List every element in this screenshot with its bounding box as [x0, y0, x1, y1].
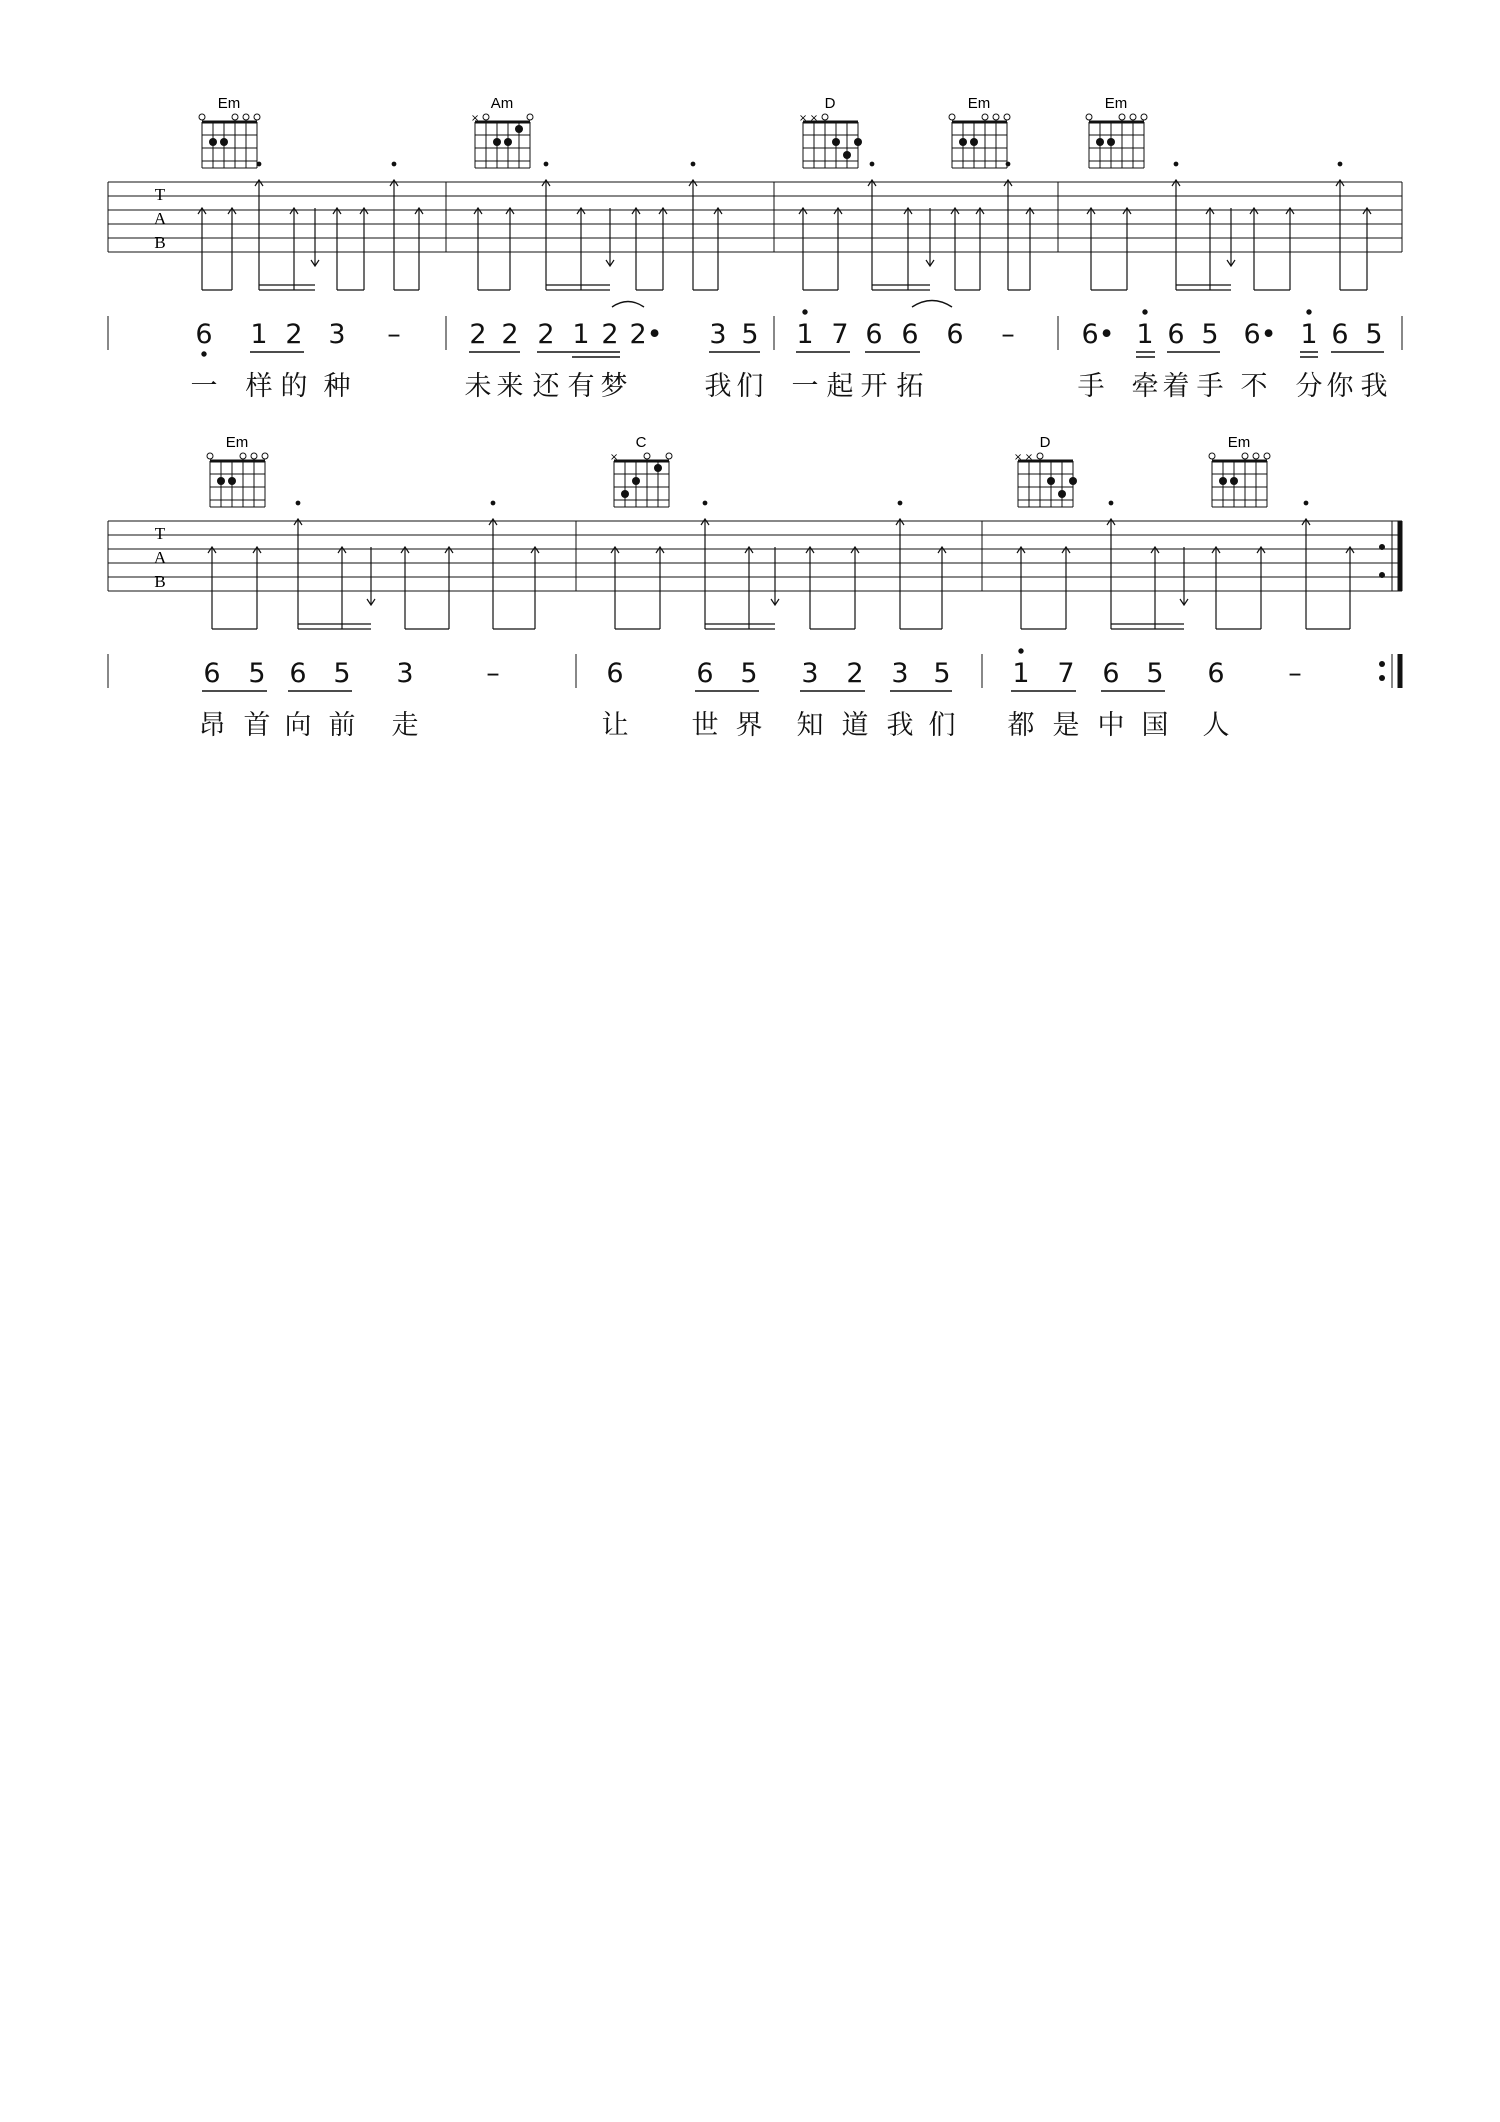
svg-text:A: A [153, 209, 167, 228]
chord-grid [210, 461, 265, 507]
lyric: 是 [1052, 710, 1080, 741]
note: 5 [333, 658, 351, 689]
chord-dots [209, 138, 228, 146]
chord-open-strings [207, 453, 268, 459]
lyric: 们 [928, 710, 956, 741]
note: 6 [289, 658, 307, 689]
chord-diagram [1086, 95, 1147, 168]
chord-grid [1212, 461, 1267, 507]
note: 5 [1365, 319, 1383, 350]
repeat-dots [1379, 661, 1385, 681]
lyric: 未 [464, 371, 492, 402]
lyric: 昂 [198, 710, 226, 741]
note: 2 [469, 319, 487, 350]
chord-muted-mark: × [809, 113, 819, 124]
note: – [1001, 319, 1015, 350]
chord-open-strings [199, 114, 260, 120]
lyric: 走 [391, 710, 419, 741]
lyric: 开 [860, 371, 888, 402]
lyric: 手 [1077, 371, 1105, 402]
chord-diagram [1014, 434, 1077, 507]
lyric: 样 [245, 371, 273, 402]
repeat-dots [1379, 544, 1385, 578]
lyric: 来 [496, 371, 524, 402]
tab-staff [108, 521, 1402, 591]
note: 1 [796, 319, 814, 350]
svg-text:B: B [154, 233, 166, 252]
lyric: 首 [243, 710, 271, 741]
note: 7 [1057, 658, 1075, 689]
chord-open-strings [1037, 453, 1043, 459]
note: 6 [1102, 658, 1120, 689]
lyrics [199, 710, 1230, 741]
note: 2 [501, 319, 519, 350]
note: – [486, 658, 500, 689]
lyric: 拓 [896, 371, 924, 402]
tab-clef [154, 524, 167, 591]
chord-name: Am [490, 95, 514, 112]
note: 6 [1207, 658, 1225, 689]
note: 6 [606, 658, 624, 689]
jianpu-notes [203, 658, 1301, 689]
note: 5 [741, 319, 759, 350]
lyric: 梦 [600, 371, 628, 402]
chord-muted-mark: × [798, 113, 808, 124]
svg-text:A: A [153, 548, 167, 567]
note: – [1288, 658, 1302, 689]
lyric: 起 [826, 371, 854, 402]
chord-name: Em [1227, 434, 1251, 451]
chord-name: Em [217, 95, 241, 112]
chord-name: D [824, 95, 836, 112]
note: 1 [1300, 319, 1318, 350]
note: 6 [946, 319, 964, 350]
chord-grid [803, 122, 858, 168]
chord-diagram [1209, 434, 1270, 507]
note: 6 [195, 319, 213, 350]
lyric: 还 [532, 371, 560, 402]
note: 3 [709, 319, 727, 350]
tab-staff [108, 182, 1402, 252]
note: 5 [1201, 319, 1219, 350]
lyric: 分 [1295, 371, 1323, 402]
jianpu-notes [195, 319, 1382, 350]
note: 1 [250, 319, 268, 350]
lyric: 道 [841, 710, 869, 741]
note: 7 [831, 319, 849, 350]
lyric: 一 [190, 371, 218, 402]
chord-grid [1089, 122, 1144, 168]
chord-name: Em [225, 434, 249, 451]
note: 5 [1146, 658, 1164, 689]
note: 2• [629, 319, 663, 350]
lyric: 我 [704, 371, 732, 402]
chord-name: Em [1104, 95, 1128, 112]
note: 5 [933, 658, 951, 689]
note: 2 [601, 319, 619, 350]
tab-clef [154, 185, 167, 252]
note: 5 [740, 658, 758, 689]
note: 1 [572, 319, 590, 350]
chord-dots [1219, 477, 1238, 485]
chord-dots [1096, 138, 1115, 146]
chord-diagram [799, 95, 862, 168]
lyric: 前 [328, 710, 356, 741]
chord-diagram [471, 95, 533, 168]
chord-dots [959, 138, 978, 146]
chord-grid [202, 122, 257, 168]
note: – [387, 319, 401, 350]
note: 3 [891, 658, 909, 689]
chord-open-strings [949, 114, 1010, 120]
chord-name: D [1039, 434, 1051, 451]
lyric: 有 [567, 371, 595, 402]
note: 2 [537, 319, 555, 350]
note: 6 [203, 658, 221, 689]
lyric: 我 [886, 710, 914, 741]
note: 3 [396, 658, 414, 689]
note: 3 [801, 658, 819, 689]
lyric: 让 [601, 710, 629, 741]
lyric: 你 [1326, 371, 1354, 402]
chord-muted-mark: × [470, 113, 480, 124]
chord-open-strings [644, 453, 672, 459]
lyric: 不 [1240, 371, 1268, 402]
lyric: 世 [691, 710, 719, 741]
note: 6 [901, 319, 919, 350]
lyric: 们 [736, 371, 764, 402]
chord-grid [1018, 461, 1073, 507]
lyric: 手 [1196, 371, 1224, 402]
lyric: 向 [284, 710, 312, 741]
chord-muted-mark: × [1024, 452, 1034, 463]
chord-open-strings [483, 114, 533, 120]
lyric: 界 [735, 710, 763, 741]
strum-pattern [198, 162, 1371, 290]
lyric: 知 [796, 710, 824, 741]
lyric: 我 [1360, 371, 1388, 402]
svg-text:T: T [154, 185, 166, 204]
lyric: 中 [1097, 710, 1125, 741]
note: 5 [248, 658, 266, 689]
chord-grid [952, 122, 1007, 168]
chord-diagram [610, 434, 672, 507]
strum-pattern [208, 501, 1354, 629]
lyrics [191, 371, 1388, 402]
lyric: 着 [1162, 371, 1190, 402]
system-2 [108, 434, 1402, 741]
lyric: 种 [323, 371, 351, 402]
note: 6 [696, 658, 714, 689]
note: 6• [1243, 319, 1277, 350]
system-1 [108, 95, 1402, 402]
note: 3 [328, 319, 346, 350]
note: 1 [1136, 319, 1154, 350]
lyric: 一 [791, 371, 819, 402]
lyric: 都 [1007, 710, 1035, 741]
lyric: 国 [1141, 710, 1169, 741]
note: 2 [846, 658, 864, 689]
note: 2 [285, 319, 303, 350]
note: 6 [1331, 319, 1349, 350]
chord-muted-mark: × [1013, 452, 1023, 463]
chord-dots [217, 477, 236, 485]
lyric: 人 [1202, 710, 1230, 741]
lyric: 的 [280, 371, 308, 402]
chord-dots [621, 464, 662, 498]
svg-text:B: B [154, 572, 166, 591]
chord-open-strings [1209, 453, 1270, 459]
chord-diagram [949, 95, 1010, 168]
note: 1 [1012, 658, 1030, 689]
chord-diagram [199, 95, 260, 168]
chord-open-strings [1086, 114, 1147, 120]
chord-muted-mark: × [609, 452, 619, 463]
note: 6 [1167, 319, 1185, 350]
lyric: 牵 [1131, 371, 1159, 402]
chord-open-strings [822, 114, 828, 120]
chord-name: C [635, 434, 647, 451]
chord-name: Em [967, 95, 991, 112]
chord-diagram [207, 434, 268, 507]
note: 6 [865, 319, 883, 350]
note: 6• [1081, 319, 1115, 350]
svg-text:T: T [154, 524, 166, 543]
